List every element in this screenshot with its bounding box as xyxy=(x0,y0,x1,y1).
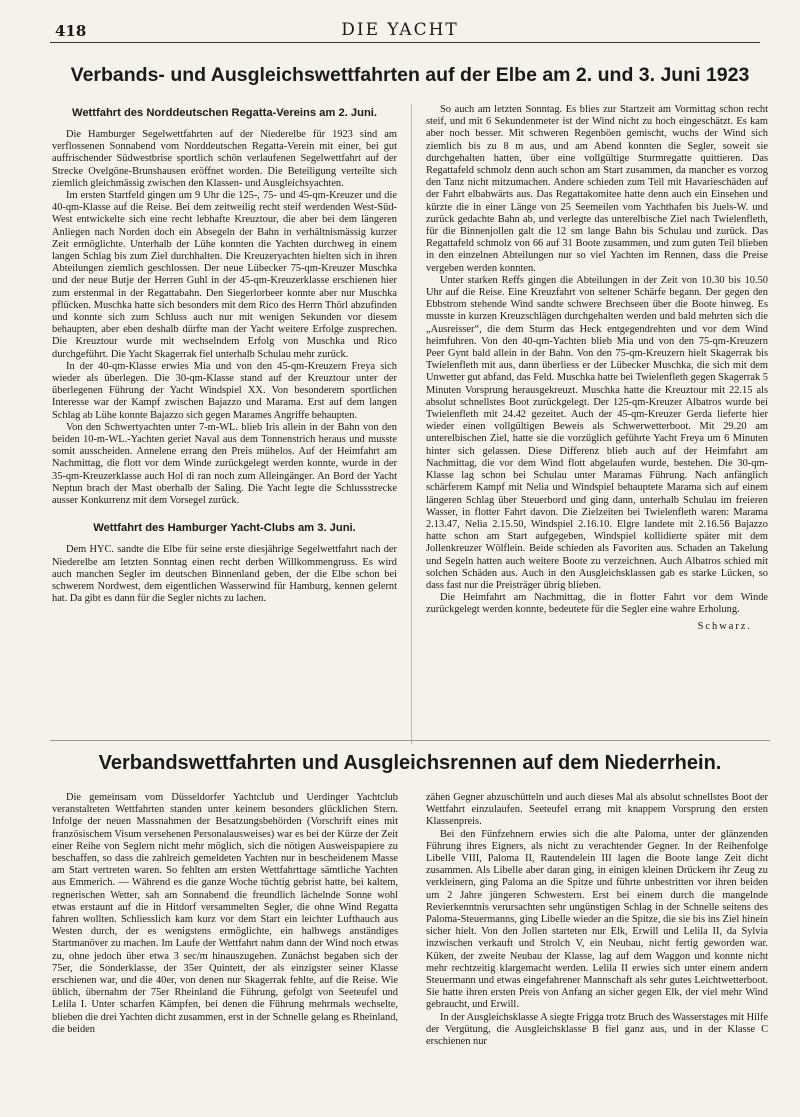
paragraph: Die Heimfahrt am Nachmittag, die in flotter Fahrt vor dem Winde zurückgelegt werden konnte, bedeutete für die Segler eine wahre Erholung. xyxy=(426,592,768,616)
article2-column-left xyxy=(52,792,398,1112)
paragraph: Unter starken Reffs gingen die Abteilungen in der Zeit von 10.30 bis 10.50 Uhr auf die Reise. Eine Kreuzfahrt von seltener Schärfe begann. Der gegen den Ebbstrom stehende Wind sandte schwere Brechseen über die Boote hinweg. Es musste in kurzen Kreuzschlägen durchgehalten werden und bald mehrten sich die „Ausreisser“, die dem Sturm das Heck entgegendrehten und vor dem Wind heimfuhren. Von den 40-qm-Yachten blieb Mia und von den 75-qm-Kreuzern Peer Gynt bald allein in der Bahn. Von den 75-qm-Kreuzern hielt Skagerrak bis Twielenfleth mit aus, dann überliess er der Lübecker Muschka, die sich mit dem Unwetter gut abfand, das Feld. Muschka hatte bei Twielenfleth gegen Skagerrak 5 Minuten Vorsprung herausgekreuzt. Muschka hatte die Kreuztour mit 22.15 als absolut schnellstes Boot zurückgelegt. Der 125-qm-Kreuzer Albatros wurde bei Twielenfleth mit 24.42 gezeitet. Auch der 45-qm-Kreuzer Gerda lieferte hier wieder einen vollgültigen Beweis als Schwerwetterboot. Mit 29.20 am unterelbischen Ziel, hatte sie die vorzüglich geführte Yacht Freya um 6 Minuten hinter sich gelassen. Diese Differenz blieb auch auf der Heimfahrt am Nachmittag, die vor dem Wind flott abgelaufen wurde, bestehen. Die 30-qm-Klasse lag schon bei Schulau unter Maramas Führung. Nach anfänglich schärferem Kampf mit Nelia und Windspiel behauptete Marama sich auf einem längeren Schlag über Steuerbord und ging dann, unterhalb Schulau im freieren Wasser, in flotter Fahrt davon. Die Zielzeiten bei Twielenfleth waren: Marama 2.13.47, Nelia 2.15.50, Windspiel 2.16.10. Elgre landete mit 2.16.56 Bajazzo hatte schon am Start aufgegeben, Windspiel kollidierte später mit dem Jollenkreuzer Wölflein. Beide schieden als Favoriten aus. Schaden an Takelung und Segeln hatten auch weitere Boote zu verzeichnen. Auch Albatros schied mit solchen Schäden aus. Auch in den Ausgleichsklassen gab es starke Lücken, so dass fast nur die Preisträger übrig blieben. xyxy=(426,274,768,591)
section1-heading: Wettfahrt des Norddeutschen Regatta-Vereins am 2. Juni. xyxy=(71,107,378,119)
paragraph: Die Hamburger Segelwettfahrten auf der Niederelbe für 1923 sind am verflossenen Sonnabend vom Norddeutschen Regatta-Verein mit einer, bei gut auffrischender Südwestbrise sportlich schön verlaufenen Segelwettfahrt auf der Strecke Ovelgöne-Brunshausen eröffnet worden. Die Beteiligung verteilte sich ziemlich gleichmässig zwischen den Klassen- und Ausgleichsyachten. xyxy=(52,129,397,189)
article1-title: Verbands- und Ausgleichswettfahrten auf der Elbe am 2. und 3. Juni 1923 xyxy=(70,64,750,86)
paragraph: So auch am letzten Sonntag. Es blies zur Startzeit am Vormittag schon recht steif, und mit 6 Sekundenmeter ist der Wind nicht zu hoch eingeschätzt. Es kam aber noch besser. Mit schweren Regenböen gemischt, wuchs der Wind sich ziemlich bis zu 8 m aus, und am Abend konnten die Segler, soweit sie durchgehalten hatten, über eine vollgültige Sturmregatte quittieren. Das Regattafeld schmolz denn auch schon am Start zusammen, da mancher es vorzog den Tanz nicht mitzumachen. Andere schieden zum Teil mit Havarieschäden auf der Fahrt elbabwärts aus. Das Regattakomitee hatte denn auch ein Einsehen und kürzte die in einer Länge von 25 Seemeilen vom Yachthafen bis Juels-W. und zurück gedachte Bahn ab, und verlegte das unterelbische Ziel nach Twielenfleth, für die Binnenjollen galt die 12 sm lange Bahn bis Schulau und zurück. Das Regattafeld schmolz von 66 auf 31 Boote zusammen, und zum guten Teil blieben in den einzelnen Abteilungen nur so viel Yachten im Rennen, dass die Preise vergeben werden konnten. xyxy=(426,104,768,274)
column-divider xyxy=(411,104,412,744)
paragraph: Die gemeinsam vom Düsseldorfer Yachtclub und Uerdinger Yachtclub veranstalteten Wettfahrten standen unter keinem besonders glücklichen Stern. Infolge der neuen Massnahmen der Besatzungsbehörden (Vorschrift eines mit französischem Visum versehenen Personalausweises) war es bei der Kürze der Zeit einer Reihe von Seglern nicht mehr möglich, sich die nötigen Ausweispapiere zu beschaffen, so dass die zahlreich gemeldeten Yachten nur in bescheidenem Masse am Start vertreten waren. So fehlten am ersten Wettfahrttage sämtliche Yachten aus Emmerich. — Während es die ganze Woche tüchtig gebrist hatte, bei kaltem, regnerischen Wetter, sah am Sonnabend die freundlich lächelnde Sonne wohl etwas erstaunt auf die in Hitdorf versammelten Segler, die ohne Wind Regatta fahren wollten. Schliesslich kam kurz vor dem Start ein leichter Lufthauch aus Westen durch, der es wenigstens ermöglichte, ein halbwegs anständiges Startmanöver zu machen. Im Laufe der Wettfahrt nahm dann der Wind noch etwas zu, ohne jedoch über etwa 3 sec/m hinauszugehen. Zunächst begaben sich der 75er, die Sonderklasse, der 35er Quintett, der als einzigster seiner Klasse erschienen war, und die 40er, von denen nur Skagerrak fehlte, auf die Reise. Wie üblich, übernahm der 75er Rheinland die Führung, gefolgt von Seeteufel und Lelila I. Unter scharfen Kämpfen, bei denen die Führung mehrmals wechselte, blieben die drei Yachten dicht zusammen, erst in der Schnelle gelang es Rheinland, die beiden xyxy=(52,792,398,1035)
article2-column-right xyxy=(426,792,768,1112)
header-rule xyxy=(50,42,760,43)
paragraph: In der 40-qm-Klasse erwies Mia und von den 45-qm-Kreuzern Freya sich wieder als überlegen. Die 30-qm-Klasse stand auf der Kreuztour unter der überlegenen Führung der Yacht Windspiel XX. Von besonderem sportlichen Interesse war der Kampf zwischen Bajazzo und Marama. Erst auf dem langen Schlag ab Lühe konnte Bajazzo sich gegen Marames Angriffe behaupten. xyxy=(52,360,397,421)
article1-column-right xyxy=(426,104,768,744)
section2-heading: Wettfahrt des Hamburger Yacht-Clubs am 3. Juni. xyxy=(93,522,356,535)
paragraph: In der Ausgleichsklasse A siegte Frigga trotz Bruch des Wasserstages mit Hilfe der Vergütung, die Ausgleichsklasse B fiel ganz aus, und in der Klasse C erschienen nur xyxy=(426,1011,768,1048)
paragraph: Dem HYC. sandte die Elbe für seine erste diesjährige Segelwettfahrt nach der Niederelbe am letzten Sonntag einen recht derben Willkommengruss. Es wird auch manchen Segler im deutschen Binnenland geben, der die Elbe schon bei schwerem Nordwest, dem eigentlichen Wasserwind für Hamburg, kennen gelernt hat. Da gibt es dann für die Segler nichts zu lachen. xyxy=(52,544,397,605)
page-number: 418 xyxy=(55,22,87,40)
article2-title: Verbandswettfahrten und Ausgleichsrennen auf dem Niederrhein. xyxy=(98,752,722,774)
section-divider xyxy=(50,740,770,741)
running-title: DIE YACHT xyxy=(341,20,459,40)
paragraph: Von den Schwertyachten unter 7-m-WL. blieb Iris allein in der Bahn von den beiden 10-m-WL.-Yachten geriet Naval aus dem Tonnenstrich heraus und musste somit ausscheiden. Annelene errang den Preis mühelos. Auf der Heimfahrt am Nachmittag, die flott vor dem Winde zurückgelegt werden konnte, wurde in der 35-qm-Kreuzerklasse auch Hol di ran noch zum Alleingänger. An Bord der Yacht Neptun brach der Mast oberhalb der Saling. Die Yacht legte die Schlussstrecke ausser Konkurrenz mit dem Vorsegel zurück. xyxy=(52,421,397,507)
paragraph: Im ersten Startfeld gingen um 9 Uhr die 125-, 75- und 45-qm-Kreuzer und die 40-qm-Klasse auf die Reise. Bei dem zeitweilig recht steif werdenden West-Süd-West entwickelte sich eine recht lebhafte Kreuztour, die aber bei dem längeren Anliegen nach Norden doch ein Absegeln der Bahn in verhältnismässig kurzer Zeit ermöglichte. Unterhalb der Lühe konnten die Yachten durchweg in einem langen Schlag bis zum Ziel durchhalten. Die Kreuzeryachten hielten sich in ihren Abteilungen ziemlich geschlossen. Der neue Lübecker 75-qm-Kreuzer Muschka und der neue Butje der Herren Guhl in der 45-qm-Kreuzerklasse erschienen hier zum erstenmal in der Regattabahn. Den Siegerlorbeer konnte aber nur Muschka pflücken. Muschka hatte sich besonders mit dem Rico des Herrn Thörl abzufinden und konnte sich zum Schluss auch nur mit wenigen Sekunden vor diesem behaupten, aber eben deshalb dürfte man der Yacht weitere Erfolge zusprechen. Die Kreuztour wurde mit wechselndem Erfolg von Muschka und Rico durchgeführt. Die Yacht Skagerrak fiel unterhalb Schulau mehr zurück. xyxy=(52,190,397,360)
article1-column-left xyxy=(52,104,397,719)
paragraph: zähen Gegner abzuschütteln und auch dieses Mal als absolut schnellstes Boot der Wettfahrt einzulaufen. Seeteufel errang mit knappem Vorsprung den ersten Klassenpreis. xyxy=(426,792,768,828)
author-signature: Schwarz. xyxy=(697,620,752,632)
paragraph: Bei den Fünfzehnern erwies sich die alte Paloma, unter der glänzenden Führung ihres Eigners, als nicht zu verachtender Gegner. In der Reihenfolge Libelle VIII, Paloma II, Rautendelein III lagen die Boote lange Zeit dicht zusammen. Als Libelle aber daran ging, in einigen kleinen Drückern ihr Zeug zu verkleinern, ging Paloma an die Spitze und führte unbestritten vor ihren beiden um 2 Jahre jüngeren Schwestern. Erst bei einem durch die mangelnde Revierkenntnis verursachten sehr ungünstigen Schlag in der Schnelle seitens des Paloma-Steuermanns, ging Libelle wieder an die Spitze, die sie bis ins Ziel hinein sicher hielt. Von den Jollen starteten nur Elk, Erwill und Lelila II, da Sylvia inzwischen verkauft und Strolch V, ein Neubau, nicht fertig geworden war. Küken, der zweite Neubau der Klasse, lag auf dem Waggon und konnte nicht mehr rechtzeitig klargemacht werden. Lelila II erwies sich unter einem andern Steuermann und etwas eingefahrener Mannschaft als sehr gutes Leichtwetterboot. Sie hatte ihren ersten Preis von Anfang an sicher gegen Elk, der viel mehr Wind gebraucht, und Erwill. xyxy=(426,828,768,1011)
